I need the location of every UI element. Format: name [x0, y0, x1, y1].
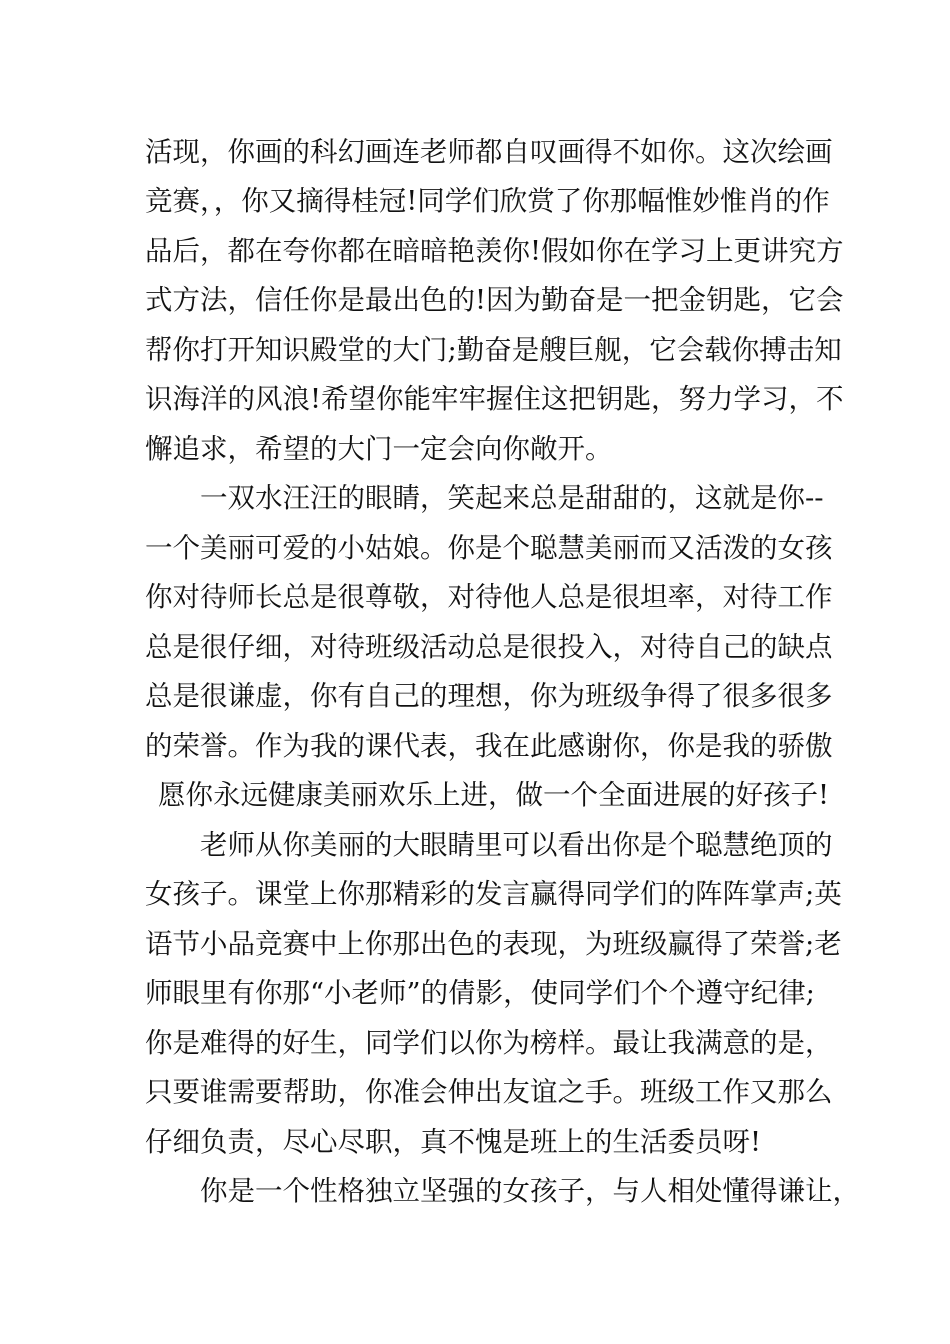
text-line: 师眼里有你那“小老师”的倩影，使同学们个个遵守纪律;	[145, 977, 815, 1009]
text-line: 帮你打开知识殿堂的大门;勤奋是艘巨舰，它会载你搏击知	[145, 334, 842, 366]
text-line: 你对待师长总是很尊敬，对待他人总是很坦率，对待工作	[145, 581, 833, 613]
text-line: 一双水汪汪的眼睛，笑起来总是甜甜的，这就是你--	[200, 482, 824, 514]
text-line: 总是很谦虚，你有自己的理想，你为班级争得了很多很多	[145, 680, 833, 712]
text-line: 竞赛，，你又摘得桂冠!同学们欣赏了你那幅惟妙惟肖的作	[145, 185, 830, 217]
text-line: 懈追求，希望的大门一定会向你敞开。	[145, 433, 613, 465]
text-line: 只要谁需要帮助，你准会伸出友谊之手。班级工作又那么	[145, 1076, 833, 1108]
text-line: 品后，都在夸你都在暗暗艳羡你!假如你在学习上更讲究方	[145, 235, 844, 267]
text-line: 你是一个性格独立坚强的女孩子，与人相处懂得谦让，	[200, 1175, 860, 1207]
text-line: 活现，你画的科幻画连老师都自叹画得不如你。这次绘画	[145, 136, 833, 168]
text-line: 愿你永远健康美丽欢乐上进，做一个全面进展的好孩子!	[158, 779, 830, 811]
text-line: 识海洋的风浪!希望你能牢牢握住这把钥匙，努力学习，不	[145, 383, 844, 415]
text-line: 女孩子。课堂上你那精彩的发言赢得同学们的阵阵掌声;英	[145, 878, 842, 910]
text-line: 老师从你美丽的大眼睛里可以看出你是个聪慧绝顶的	[200, 829, 833, 861]
text-line: 仔细负责，尽心尽职，真不愧是班上的生活委员呀!	[145, 1126, 762, 1158]
text-line: 总是很仔细，对待班级活动总是很投入，对待自己的缺点	[145, 631, 833, 663]
text-line: 的荣誉。作为我的课代表，我在此感谢你，你是我的骄傲	[145, 730, 833, 762]
text-line: 你是难得的好生，同学们以你为榜样。最让我满意的是，	[145, 1027, 833, 1059]
text-line: 语节小品竞赛中上你那出色的表现，为班级赢得了荣誉;老	[145, 928, 842, 960]
text-line: 一个美丽可爱的小姑娘。你是个聪慧美丽而又活泼的女孩	[145, 532, 833, 564]
text-line: 式方法，信任你是最出色的!因为勤奋是一把金钥匙，它会	[145, 284, 844, 316]
